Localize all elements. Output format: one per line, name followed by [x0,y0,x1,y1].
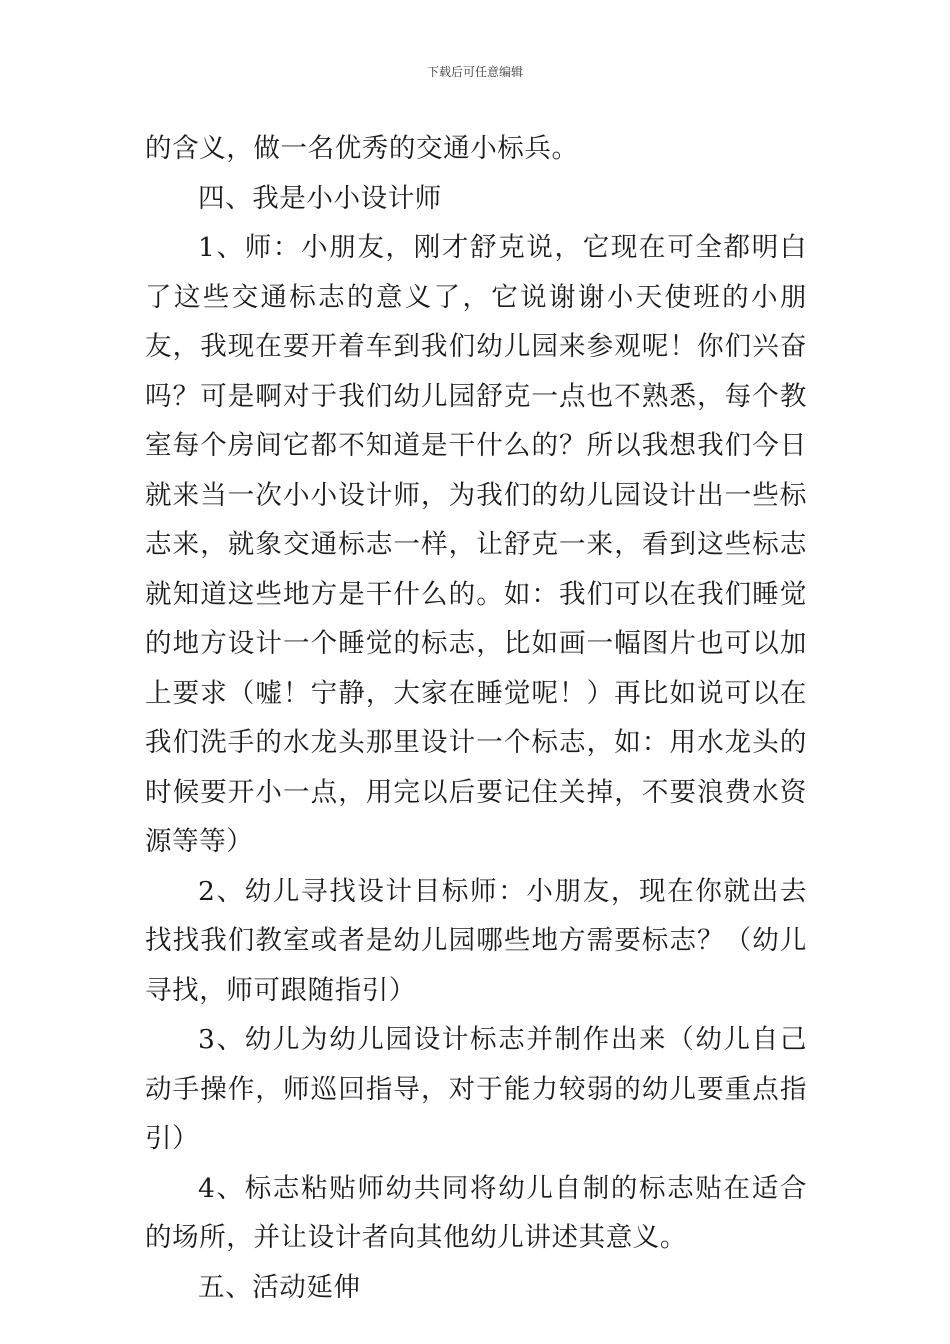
section-heading-4: 四、我是小小设计师 [198,182,442,214]
paragraph-continuation: 的含义，做一名优秀的交通小标兵。 [145,133,579,164]
paragraph-step-2: 2、幼儿寻找设计目标师：小朋友，现在你就出去找找我们教室或者是幼儿园哪些地方需要标志？（幼儿寻找，师可跟随指引） [145,875,807,1006]
paragraph-step-1: 1、师：小朋友，刚才舒克说，它现在可全都明白了这些交通标志的意义了，它说谢谢小天使班的小朋友，我现在要开着车到我们幼儿园来参观呢！你们兴奋吗？可是啊对于我们幼儿园舒克一点也不熟悉，每个教室每个房间它都不知道是干什么的？所以我想我们今日就来当一次小小设计师，为我们的幼儿园设计出一些标志来，就象交通标志一样，让舒克一来，看到这些标志就知道这些地方是干什么的。如：我们可以在我们睡觉的地方设计一个睡觉的标志，比如画一幅图片也可以加上要求（嘘！宁静，大家在睡觉呢！）再比如说可以在我们洗手的水龙头那里设计一个标志，如：用水龙头的时候要开小一点，用完以后要记住关掉，不要浪费水资源等等） [145,232,807,857]
section-heading-5: 五、活动延伸 [198,1271,361,1303]
page-header: 下载后可任意编辑 [426,65,523,79]
paragraph-step-3: 3、幼儿为幼儿园设计标志并制作出来（幼儿自己动手操作，师巡回指导，对于能力较弱的幼儿要重点指引） [145,1024,807,1154]
document-body [145,124,807,1312]
paragraph-step-4: 4、标志粘贴师幼共同将幼儿自制的标志贴在适合的场所，并让设计者向其他幼儿讲述其意义。 [145,1172,807,1253]
